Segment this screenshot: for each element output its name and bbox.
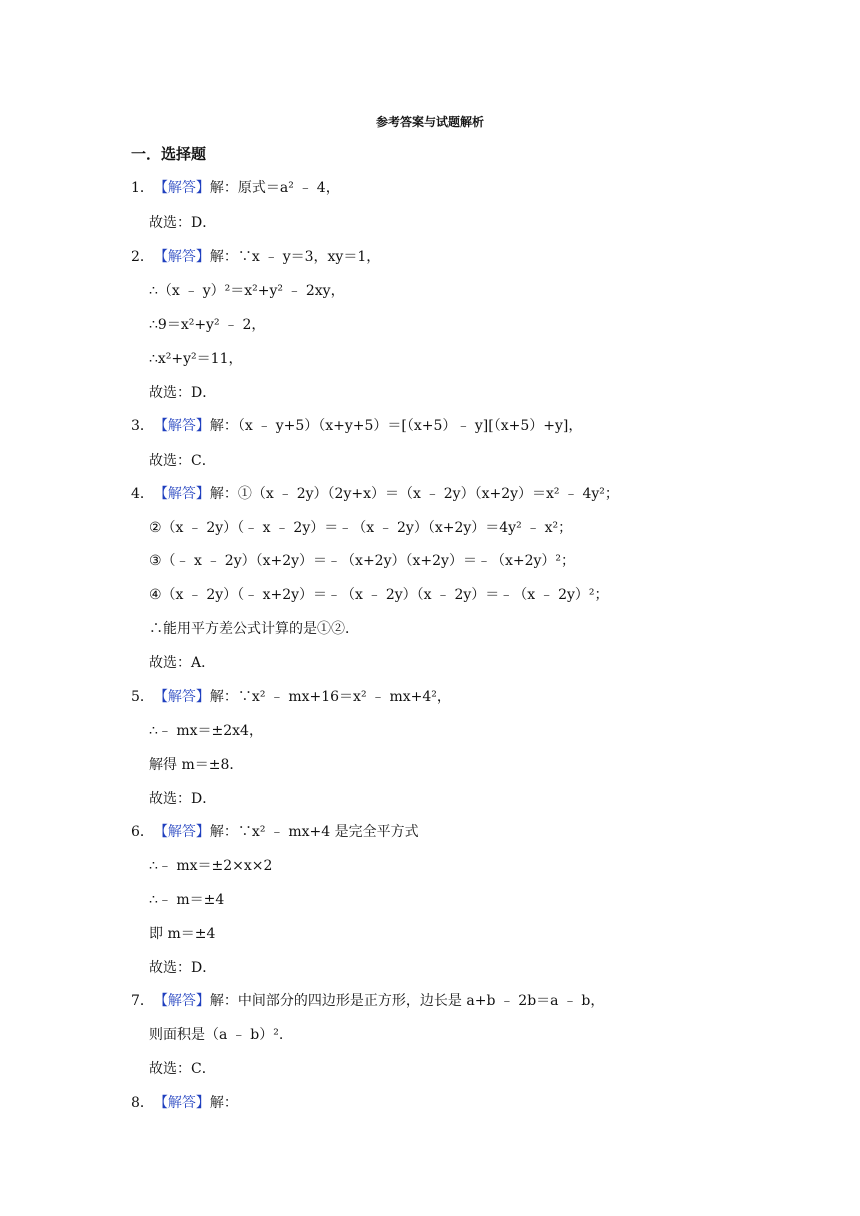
answer-tag: 【解答】 [153,249,210,265]
answer-line: 故选：C． [149,453,216,469]
question-number: 1． [131,180,154,196]
question-number: 2． [131,249,154,265]
answer-tag: 【解答】 [153,418,210,434]
answer-line: ∴﹣ mx＝±2x4， [149,723,263,739]
answer-line: 解：∵x² ﹣ mx+4 是完全平方式 [209,824,419,840]
answer-line: 解得 m＝±8． [149,757,244,773]
answer-tag: 【解答】 [153,993,210,1009]
answer-line: ∴9＝x²+y² ﹣ 2， [149,317,266,333]
answer-tag: 【解答】 [153,689,210,705]
question-number: 4． [131,486,154,502]
answer-line: 解：中间部分的四边形是正方形，边长是 a+b ﹣ 2b＝a ﹣ b， [209,993,605,1009]
answer-tag: 【解答】 [153,1095,210,1111]
answer-line: 故选：D． [149,215,217,231]
answer-line: ∴x²+y²＝11， [149,351,243,367]
question-number: 5． [131,689,154,705]
answer-line: ②（x ﹣ 2y）（﹣ x ﹣ 2y）＝﹣（x ﹣ 2y）（x+2y）＝4y² ﹣ x²； [149,520,573,536]
answer-line: 故选：D． [149,960,217,976]
answer-line: ④（x ﹣ 2y）（﹣ x+2y）＝﹣（x ﹣ 2y）（x ﹣ 2y）＝﹣（x ﹣ 2y）²； [149,587,609,603]
answer-line: 故选：D． [149,791,217,807]
question-5-answer [131,687,451,707]
question-1-answer [131,178,340,198]
answer-line: 解：原式＝a² ﹣ 4， [209,180,340,196]
answer-line: ∴（x ﹣ y）²＝x²+y² ﹣ 2xy， [149,283,345,299]
question-3-answer [131,416,582,436]
answer-line: 解：（x ﹣ y+5）（x+y+5）＝[（x+5）﹣ y][（x+5）+y]， [209,418,583,434]
answer-line: 解：∵x² ﹣ mx+16＝x² ﹣ mx+4²， [209,689,451,705]
question-number: 7． [131,993,154,1009]
answer-tag: 【解答】 [153,486,210,502]
answer-line: ∴﹣ m＝±4 [149,892,225,908]
question-number: 8． [131,1095,154,1111]
answer-line: 故选：A． [149,655,216,671]
question-number: 6． [131,824,154,840]
answer-line: 解：①（x ﹣ 2y）（2y+x）＝（x ﹣ 2y）（x+2y）＝x² ﹣ 4y²； [209,486,619,502]
answer-line: 解：∵x ﹣ y＝3，xy＝1， [209,249,381,265]
question-4-answer [131,484,619,504]
answer-line: ∴﹣ mx＝±2×x×2 [149,858,273,874]
question-2-answer [131,247,380,267]
answer-line: ∴能用平方差公式计算的是①②． [149,621,359,637]
document-title: 参考答案与试题解析 [375,115,484,129]
answer-line: 故选：D． [149,385,217,401]
question-8-answer [131,1093,238,1113]
question-7-answer [131,991,604,1011]
question-number: 3． [131,418,154,434]
answer-line: 故选：C． [149,1061,216,1077]
section-heading: 一．选择题 [131,145,207,163]
answer-line: 即 m＝±4 [149,926,216,942]
answer-line: 解： [209,1095,238,1111]
answer-tag: 【解答】 [153,824,210,840]
answer-tag: 【解答】 [153,180,210,196]
question-6-answer [131,822,419,842]
answer-line: ③（﹣ x ﹣ 2y）（x+2y）＝﹣（x+2y）（x+2y）＝﹣（x+2y）²； [149,553,575,569]
answer-line: 则面积是（a ﹣ b）². [149,1027,284,1043]
